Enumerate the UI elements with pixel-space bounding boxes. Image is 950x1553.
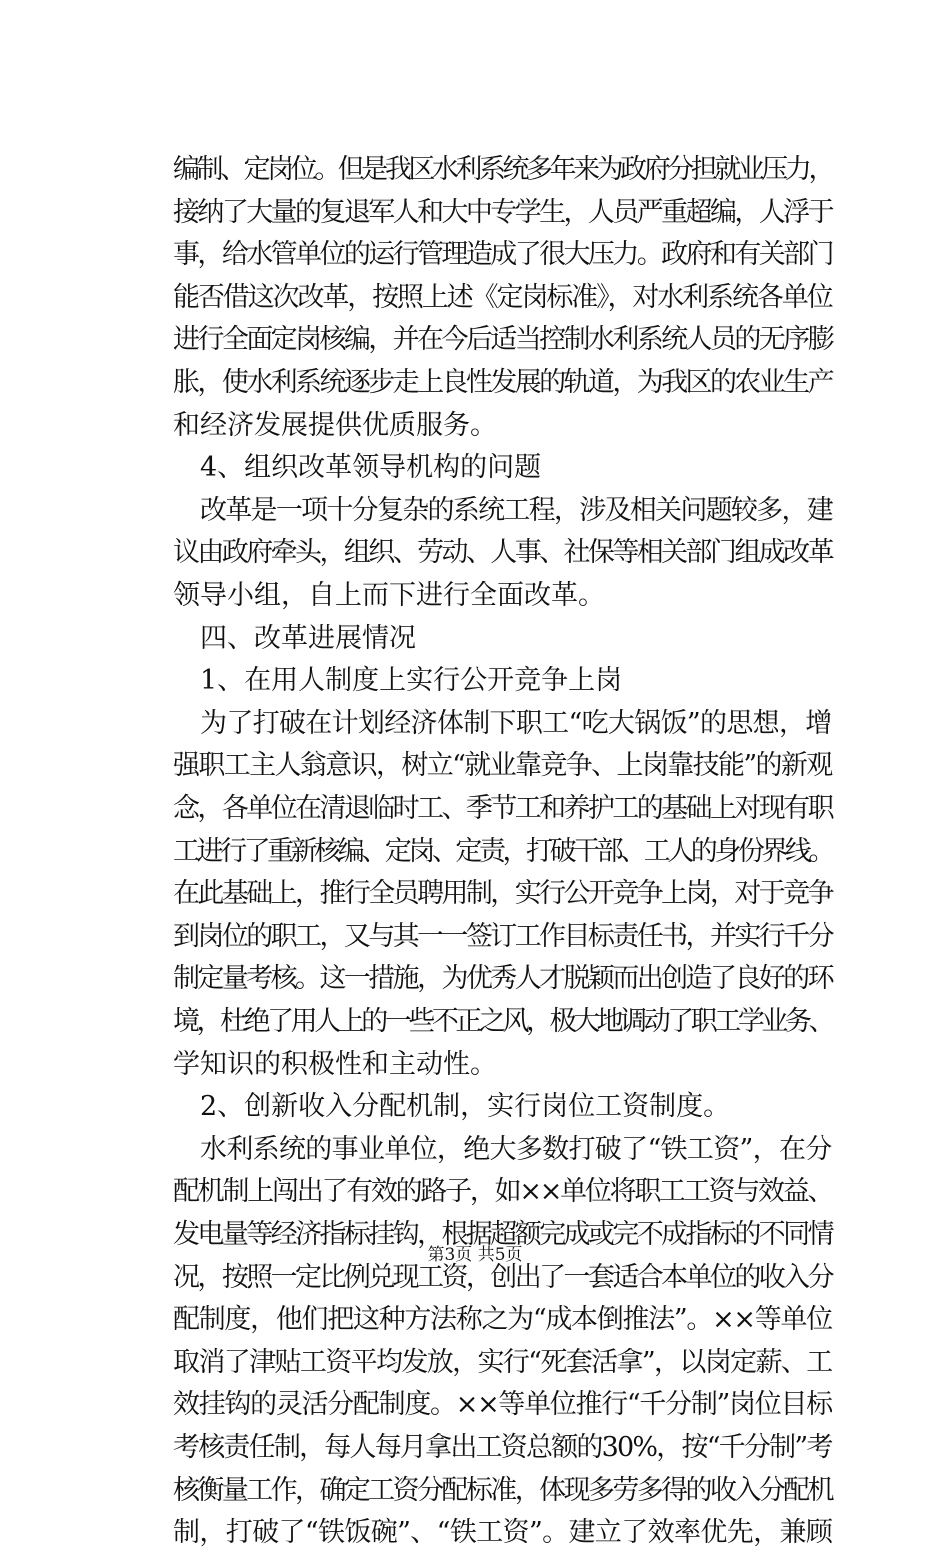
text-line: 议由政府牵头，组织、劳动、人事、社保等相关部门组成改革 <box>173 537 832 569</box>
text-line: 在此基础上，推行全员聘用制，实行公开竞争上岗，对于竞争 <box>173 878 832 910</box>
text-line: 效挂钩的灵活分配制度。××等单位推行“千分制”岗位目标 <box>173 1389 832 1421</box>
text-line: 为了打破在计划经济体制下职工“吃大锅饭”的思想，增 <box>200 707 832 739</box>
text-line: 进行全面定岗核编，并在今后适当控制水利系统人员的无序膨 <box>173 324 832 356</box>
text-line: 制，打破了“铁饭碗”、“铁工资”。建立了效率优先，兼顾 <box>173 1517 833 1549</box>
text-line: 胀，使水利系统逐步走上良性发展的轨道，为我区的农业生产 <box>173 367 832 398</box>
text-line: 境，杜绝了用人上的一些不正之风，极大地调动了职工学业务、 <box>173 1006 832 1037</box>
text-line: 考核责任制，每人每月拿出工资总额的30%，按“千分制”考 <box>173 1432 832 1463</box>
text-line: 配制度，他们把这种方法称之为“成本倒推法”。××等单位 <box>173 1304 832 1336</box>
text-line: 制定量考核。这一措施，为优秀人才脱颖而出创造了良好的环 <box>173 963 832 995</box>
text-line: 学知识的积极性和主动性。 <box>173 1048 497 1080</box>
text-line: 和经济发展提供优质服务。 <box>173 409 497 441</box>
text-line: 配机制上闯出了有效的路子，如××单位将职工工资与效益、 <box>173 1176 833 1208</box>
text-line: 况，按照一定比例兑现工资，创出了一套适合本单位的收入分 <box>173 1261 832 1293</box>
page-footer: 第3页 共5页 <box>427 1245 523 1265</box>
text-line: 念，各单位在清退临时工、季节工和养护工的基础上对现有职 <box>173 793 832 824</box>
text-line: 水利系统的事业单位，绝大多数打破了“铁工资”，在分 <box>200 1133 832 1165</box>
text-line: 改革是一项十分复杂的系统工程，涉及相关问题较多，建 <box>200 494 832 526</box>
text-line: 核衡量工作，确定工资分配标准，体现多劳多得的收入分配机 <box>173 1474 832 1506</box>
text-line: 取消了津贴工资平均发放，实行“死套活拿”，以岗定薪、工 <box>173 1346 832 1378</box>
text-line: 1、在用人制度上实行公开竞争上岗 <box>200 665 623 697</box>
text-line: 工进行了重新核编、定岗、定责，打破干部、工人的身份界线。 <box>173 835 832 867</box>
text-line: 到岗位的职工，又与其一一签订工作目标责任书，并实行千分 <box>173 920 832 952</box>
text-line: 能否借这次改革，按照上述《定岗标准》，对水利系统各单位 <box>173 281 832 313</box>
text-line: 事，给水管单位的运行管理造成了很大压力。政府和有关部门 <box>173 239 832 271</box>
text-line: 4、组织改革领导机构的问题 <box>200 452 542 484</box>
text-line: 领导小组，自上而下进行全面改革。 <box>173 580 605 611</box>
text-line: 强职工主人翁意识，树立“就业靠竞争、上岗靠技能”的新观 <box>173 750 832 782</box>
text-line: 接纳了大量的复退军人和大中专学生，人员严重超编，人浮于 <box>173 196 832 228</box>
text-line: 2、创新收入分配机制，实行岗位工资制度。 <box>200 1091 731 1123</box>
text-line: 发电量等经济指标挂钩，根据超额完成或完不成指标的不同情 <box>173 1219 832 1250</box>
text-line: 编制、定岗位。但是我区水利系统多年来为政府分担就业压力， <box>173 154 832 185</box>
text-line: 四、改革进展情况 <box>200 622 416 654</box>
